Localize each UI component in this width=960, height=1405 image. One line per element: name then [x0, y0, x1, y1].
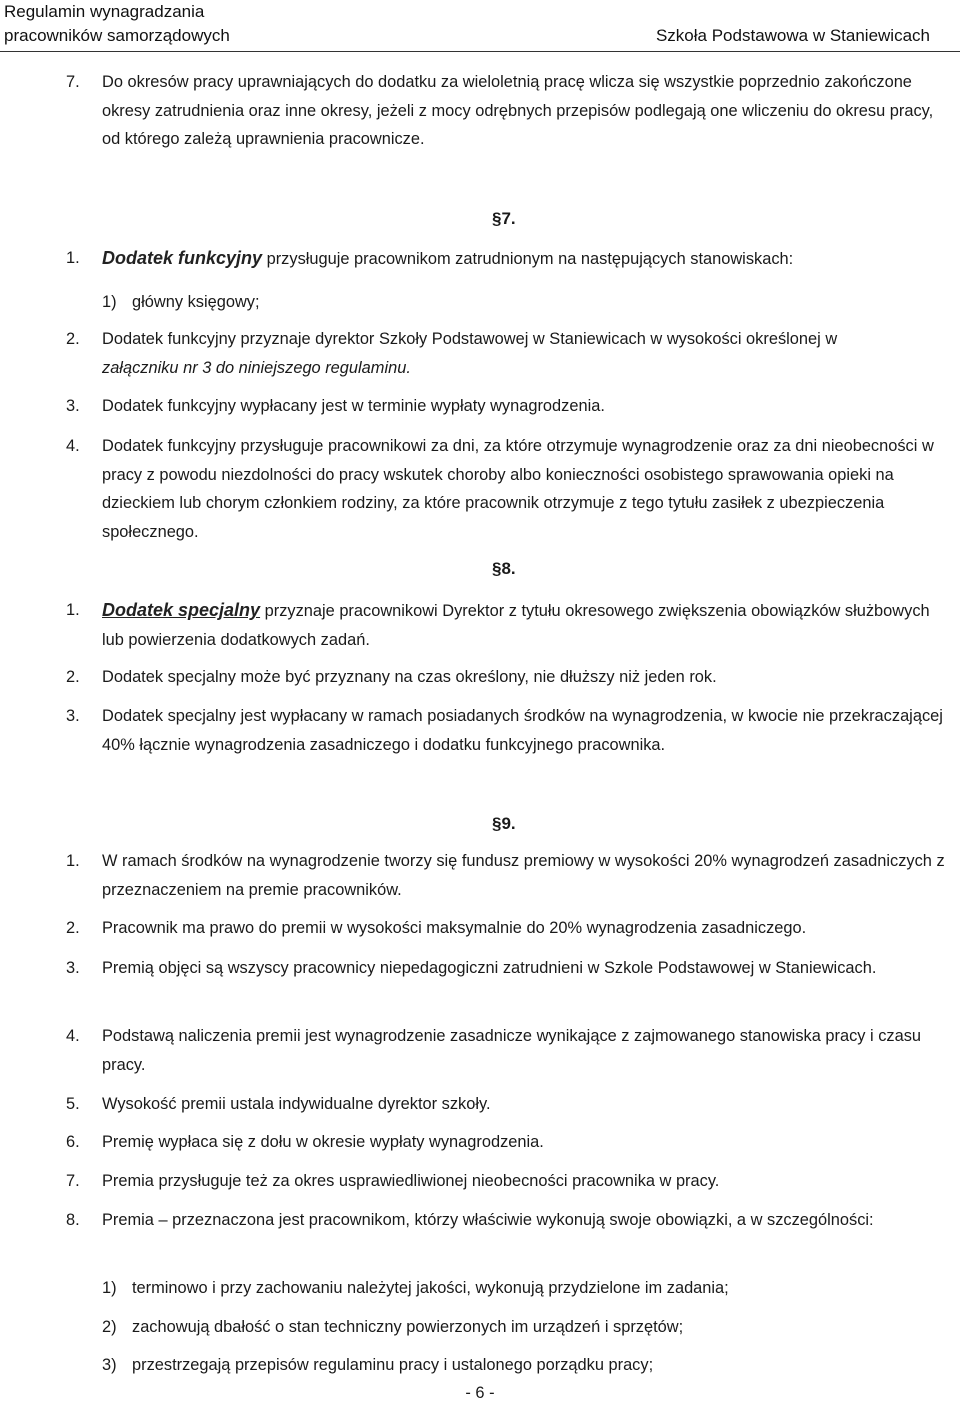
s9-p5-number: 5.	[66, 1095, 80, 1113]
page-number: - 6 -	[465, 1384, 495, 1402]
s9-p3-number: 3.	[66, 959, 80, 977]
s7-p1-lead: Dodatek funkcyjny	[102, 248, 263, 268]
s8-p1-lead: Dodatek specjalny	[102, 600, 261, 620]
s7-p2-text: Dodatek funkcyjny przyznaje dyrektor Szkoły Podstawowej w Staniewicach w wysokości określonej w	[102, 330, 838, 348]
s8-p1-text: przyznaje pracownikowi Dyrektor z tytułu okresowego zwiększenia obowiązków służbowych lub powierzenia dodatkowych zadań.	[102, 602, 930, 649]
s7-p4-text: Dodatek funkcyjny przysługuje pracownikowi za dni, za które otrzymuje wynagrodzenie oraz za dni nieobecności w pracy z powodu niezdolności do pracy wskutek choroby albo konieczności osobistego sprawowania opieki na dzieckiem lub chorym członkiem rodziny, za które pracownik otrzymuje z tego tytułu zasiłek z ubezpieczenia społecznego.	[102, 437, 934, 541]
s7-p2-attachment-ref: załączniku nr 3 do niniejszego regulaminu.	[102, 358, 411, 377]
header-title-line2: pracowników samorządowych	[4, 26, 230, 45]
s9-p8-sub2-number: 2)	[102, 1318, 117, 1336]
s8-p3-number: 3.	[66, 707, 80, 725]
s7-p3-number: 3.	[66, 397, 80, 415]
s7-p1-paragraph	[102, 244, 952, 274]
s7-p3-text: Dodatek funkcyjny wypłacany jest w terminie wypłaty wynagrodzenia.	[102, 397, 605, 415]
s8-p1-paragraph	[102, 596, 952, 654]
s7-p1-number: 1.	[66, 249, 80, 267]
s9-p8-text: Premia – przeznaczona jest pracownikom, którzy właściwie wykonują swoje obowiązki, a w szczególności:	[102, 1211, 874, 1229]
s9-p8-sub2-text: zachowują dbałość o stan techniczny powierzonych im urządzeń i sprzętów;	[132, 1318, 684, 1336]
section-8-heading: §8.	[492, 559, 516, 578]
header-title-line1: Regulamin wynagradzania	[4, 2, 205, 21]
s9-p7-number: 7.	[66, 1172, 80, 1190]
s9-p8-number: 8.	[66, 1211, 80, 1229]
s7-p1-sub1-text: główny księgowy;	[132, 293, 260, 311]
s9-p4-text: Podstawą naliczenia premii jest wynagrodzenie zasadnicze wynikające z zajmowanego stanowiska pracy i czasu pracy.	[102, 1027, 922, 1074]
header-school: Szkoła Podstawowa w Staniewicach	[655, 26, 930, 45]
s7-p1-text: przysługuje pracownikom zatrudnionym na następujących stanowiskach:	[262, 250, 794, 268]
s9-p3-text: Premią objęci są wszyscy pracownicy niepedagogiczni zatrudnieni w Szkole Podstawowej w Staniewicach.	[102, 959, 877, 977]
s9-p8-sub1-number: 1)	[102, 1279, 117, 1297]
s8-p3-text: Dodatek specjalny jest wypłacany w ramach posiadanych środków na wynagrodzenia, w kwocie nie przekraczającej 40% łącznie wynagrodzenia zasadniczego i dodatku funkcyjnego pracownika.	[102, 707, 943, 754]
s7-p1-sub1-number: 1)	[102, 293, 117, 311]
intro-number: 7.	[66, 73, 80, 91]
s9-p7-text: Premia przysługuje też za okres usprawiedliwionej nieobecności pracownika w pracy.	[102, 1172, 720, 1190]
s8-p2-number: 2.	[66, 668, 80, 686]
s9-p6-text: Premię wypłaca się z dołu w okresie wypłaty wynagrodzenia.	[102, 1133, 544, 1151]
s9-p1-number: 1.	[66, 852, 80, 870]
section-7-heading: §7.	[492, 209, 516, 228]
s9-p6-number: 6.	[66, 1133, 80, 1151]
header-divider	[0, 51, 960, 52]
s7-p2-number: 2.	[66, 330, 80, 348]
s8-p1-number: 1.	[66, 601, 80, 619]
s9-p8-sub3-number: 3)	[102, 1356, 117, 1374]
header-title	[4, 0, 230, 48]
section-9-heading: §9.	[492, 814, 516, 833]
s9-p2-number: 2.	[66, 919, 80, 937]
s9-p5-text: Wysokość premii ustala indywidualne dyrektor szkoły.	[102, 1095, 491, 1113]
s8-p2-text: Dodatek specjalny może być przyznany na czas określony, nie dłuższy niż jeden rok.	[102, 668, 717, 686]
s9-p8-sub1-text: terminowo i przy zachowaniu należytej jakości, wykonują przydzielone im zadania;	[132, 1279, 729, 1297]
s7-p4-number: 4.	[66, 437, 80, 455]
intro-paragraph: Do okresów pracy uprawniających do dodatku za wieloletnią pracę wlicza się wszystkie poprzednio zakończone okresy zatrudnienia oraz inne okresy, jeżeli z mocy odrębnych przepisów podlegają one wliczeniu do okresu pracy, od którego zależą uprawnienia pracownicze.	[102, 73, 934, 148]
s7-p2-paragraph	[102, 325, 952, 382]
s9-p1-text: W ramach środków na wynagrodzenie tworzy się fundusz premiowy w wysokości 20% wynagrodzeń zasadniczych z przeznaczeniem na premie pracowników.	[102, 852, 945, 899]
s9-p2-text: Pracownik ma prawo do premii w wysokości maksymalnie do 20% wynagrodzenia zasadniczego.	[102, 919, 807, 937]
s9-p8-sub3-text: przestrzegają przepisów regulaminu pracy i ustalonego porządku pracy;	[132, 1356, 654, 1374]
s9-p4-number: 4.	[66, 1027, 80, 1045]
